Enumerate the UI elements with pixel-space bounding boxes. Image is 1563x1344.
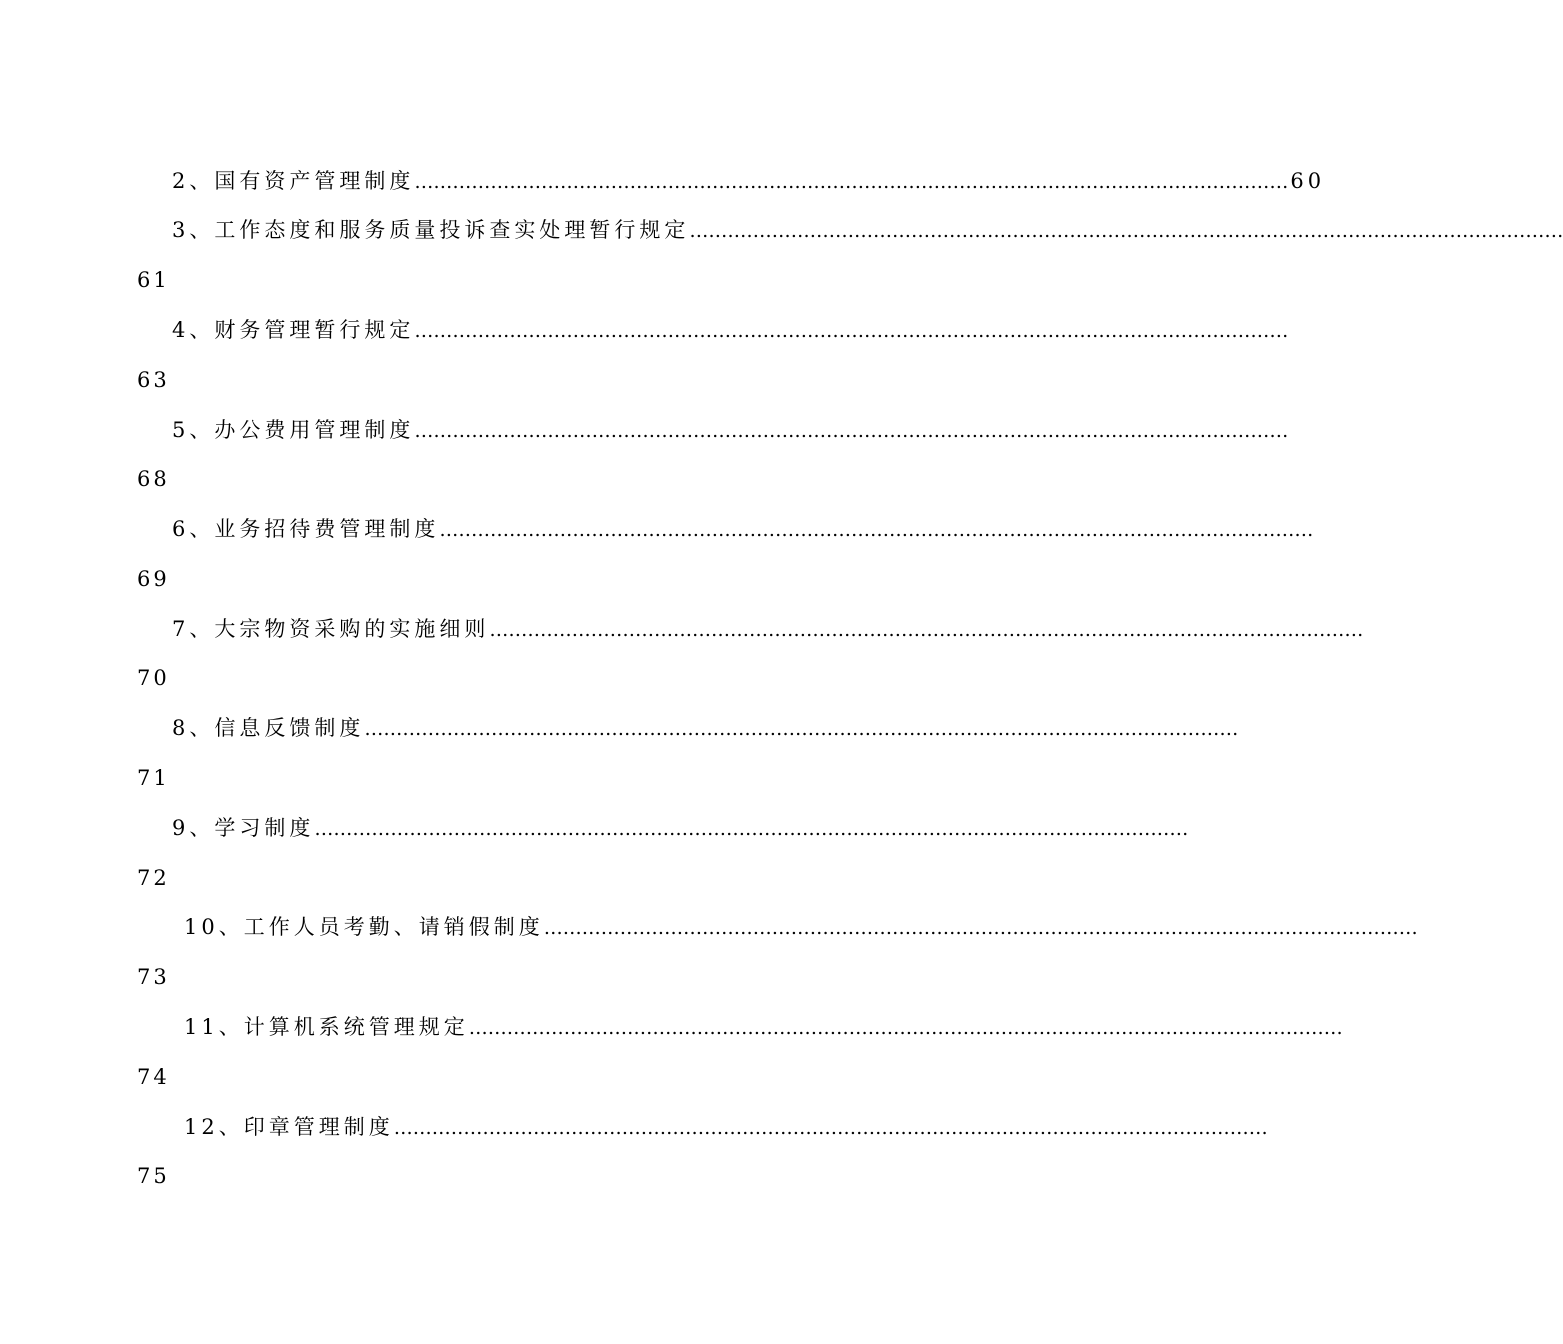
toc-entry-title: 3、工作态度和服务质量投诉查实处理暂行规定 [172,218,690,242]
toc-entry [172,164,1326,198]
toc-entry [172,413,1289,447]
toc-entry [172,612,1364,646]
toc-entry-page: 72 [137,866,170,890]
toc-leader-dots: ………………………………………………………………………………………………………………………… [543,917,1418,939]
toc-entry-page: 73 [137,965,170,989]
toc-entry-title: 4、财务管理暂行规定 [172,318,415,342]
toc-leader-dots: ………………………………………………………………………………………………………………………… [414,420,1289,442]
toc-entry [184,1110,1268,1144]
toc-entry-page: 61 [137,268,170,292]
toc-entry [184,1010,1343,1044]
toc-entry-title: 6、业务招待费管理制度 [172,517,440,541]
toc-entry-title: 10、工作人员考勤、请销假制度 [184,915,544,939]
toc-entry [172,213,1563,247]
toc-entry-title: 2、国有资产管理制度 [172,169,415,193]
toc-entry-title: 8、信息反馈制度 [172,716,365,740]
toc-leader-dots: ………………………………………………………………………………………………………………………… [468,1017,1343,1039]
toc-entry-title: 9、学习制度 [172,816,315,840]
toc-entry-page: 63 [137,368,170,392]
toc-entry [172,811,1189,845]
toc-entry-page: 70 [137,666,170,690]
toc-entry-page: 60 [1290,169,1326,193]
toc-entry [172,711,1239,745]
toc-entry-title: 5、办公费用管理制度 [172,418,415,442]
toc-leader-dots: ………………………………………………………………………………………………………………………… [414,171,1289,193]
toc-leader-dots: ………………………………………………………………………………………………………………………… [439,519,1314,541]
toc-entry-page: 74 [137,1065,170,1089]
toc-leader-dots: ………………………………………………………………………………………………………………………… [689,220,1563,242]
toc-entry-page: 71 [137,766,170,790]
toc-entry-title: 7、大宗物资采购的实施细则 [172,617,490,641]
toc-entry [172,512,1314,546]
toc-leader-dots: ………………………………………………………………………………………………………………………… [414,320,1289,342]
toc-leader-dots: ………………………………………………………………………………………………………………………… [364,718,1239,740]
toc-leader-dots: ………………………………………………………………………………………………………………………… [393,1117,1268,1139]
toc-entry-page: 68 [137,467,170,491]
toc-entry-page: 69 [137,567,170,591]
toc-entry-title: 12、印章管理制度 [184,1115,394,1139]
toc-entry-page: 75 [137,1164,170,1188]
toc-entry [172,313,1289,347]
toc-entry [184,910,1418,944]
toc-entry-title: 11、计算机系统管理规定 [184,1015,469,1039]
toc-leader-dots: ………………………………………………………………………………………………………………………… [314,818,1189,840]
toc-leader-dots: ………………………………………………………………………………………………………………………… [489,619,1364,641]
